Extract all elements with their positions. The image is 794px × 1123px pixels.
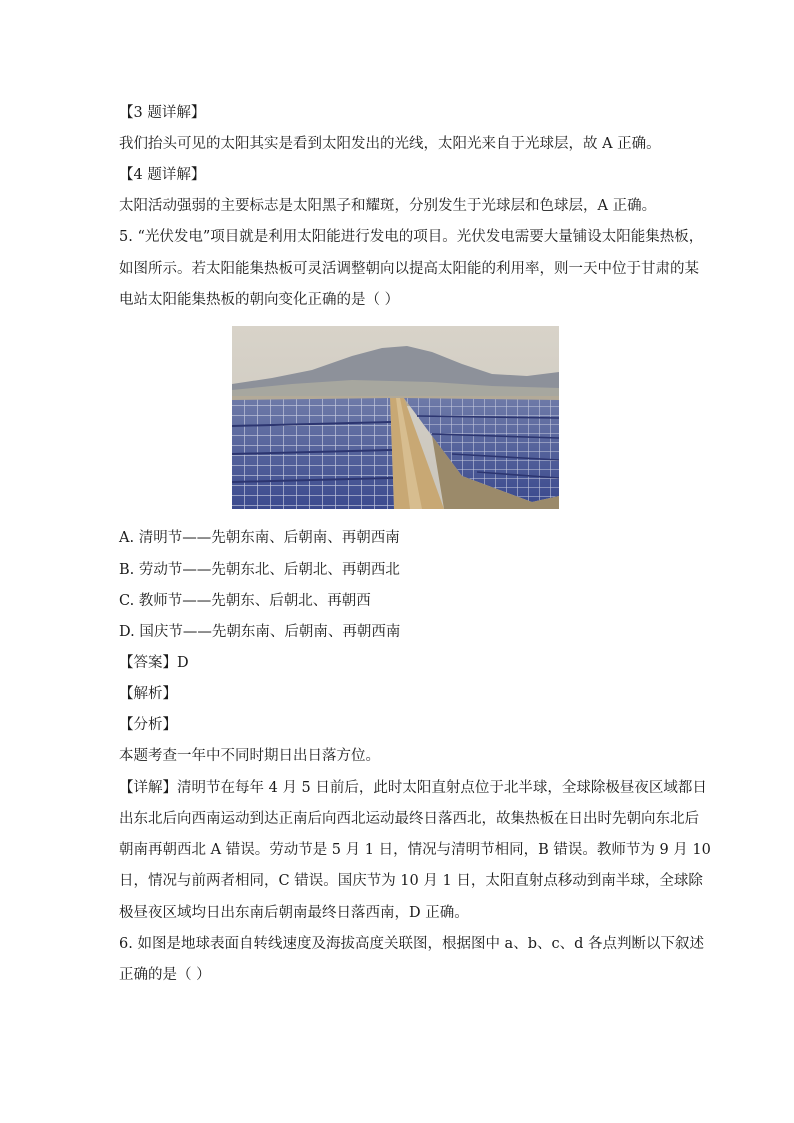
q5-fenxi-text: 本题考查一年中不同时期日出日落方位。 — [119, 748, 380, 764]
q5-analysis-heading: 【解析】 — [119, 686, 177, 702]
q4-detail-text: 太阳活动强弱的主要标志是太阳黑子和耀斑，分别发生于光球层和色球层，A 正确。 — [119, 198, 657, 214]
q5-detail-line-1: 【详解】清明节在每年 4 月 5 日前后，此时太阳直射点位于北半球，全球除极昼夜区域都日 — [119, 780, 707, 796]
q6-stem-line-1: 6. 如图是地球表面自转线速度及海拔高度关联图，根据图中 a、b、c、d 各点判断以下叙述 — [119, 936, 704, 952]
q5-answer: 【答案】D — [119, 655, 189, 671]
q4-detail-heading: 【4 题详解】 — [119, 167, 206, 183]
q5-stem-line-3: 电站太阳能集热板的朝向变化正确的是（ ） — [119, 292, 400, 308]
q5-detail-line-5: 极昼夜区域均日出东南后朝南最终日落西南，D 正确。 — [119, 905, 469, 921]
q5-option-d: D. 国庆节——先朝东南、后朝南、再朝西南 — [119, 624, 401, 640]
q5-fenxi-heading: 【分析】 — [119, 717, 177, 733]
q5-stem-line-1: 5. “光伏发电”项目就是利用太阳能进行发电的项目。光伏发电需要大量铺设太阳能集热板， — [119, 229, 704, 245]
q5-option-c: C. 教师节——先朝东、后朝北、再朝西 — [119, 593, 371, 609]
q5-detail-line-3: 朝南再朝西北 A 错误。劳动节是 5 月 1 日，情况与清明节相同，B 错误。教师节为 9 月 10 — [119, 842, 711, 858]
q5-stem-line-2: 如图所示。若太阳能集热板可灵活调整朝向以提高太阳能的利用率，则一天中位于甘肃的某 — [119, 261, 699, 277]
q5-option-a: A. 清明节——先朝东南、后朝南、再朝西南 — [119, 530, 400, 546]
q6-stem-line-2: 正确的是（ ） — [119, 967, 211, 983]
q3-detail-heading: 【3 题详解】 — [119, 105, 206, 121]
q5-option-b: B. 劳动节——先朝东北、后朝北、再朝西北 — [119, 562, 400, 578]
q3-detail-text: 我们抬头可见的太阳其实是看到太阳发出的光线，太阳光来自于光球层，故 A 正确。 — [119, 136, 661, 152]
solar-panel-field-photo — [232, 326, 559, 509]
q5-detail-line-2: 出东北后向西南运动到达正南后向西北运动最终日落西北，故集热板在日出时先朝向东北后 — [119, 811, 699, 827]
q5-detail-line-4: 日，情况与前两者相同，C 错误。国庆节为 10 月 1 日，太阳直射点移动到南半球，全球除 — [119, 873, 703, 889]
